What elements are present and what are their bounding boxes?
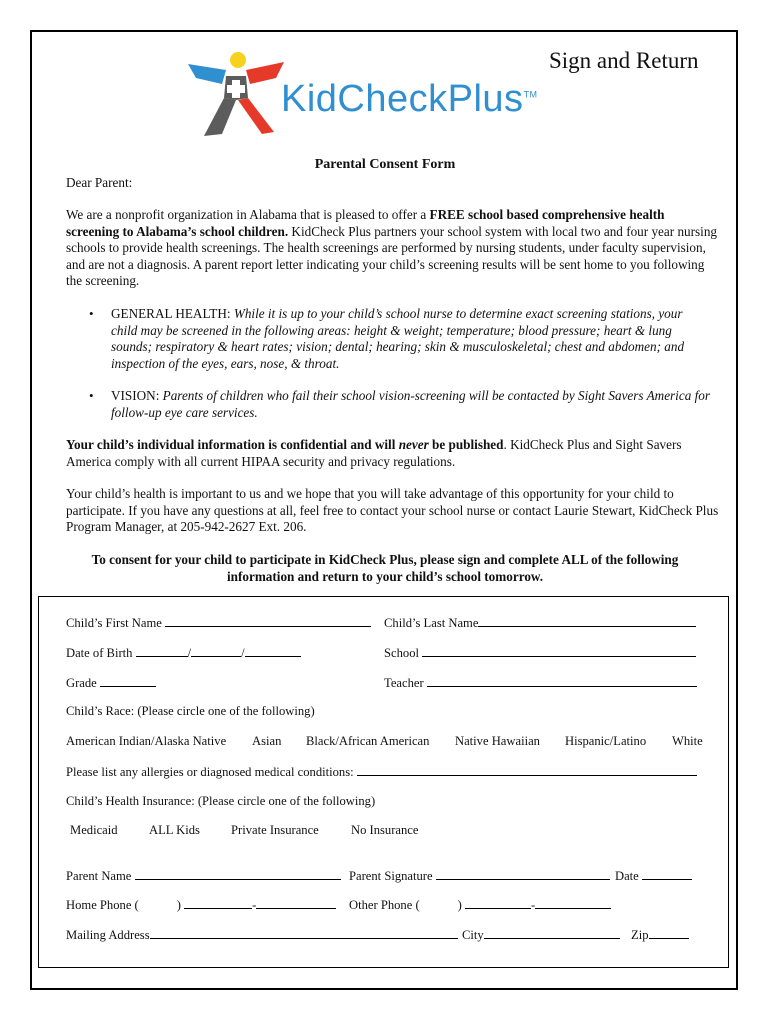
form-title: Parental Consent Form	[314, 157, 456, 172]
school-field[interactable]: School	[384, 645, 696, 661]
consent-instructions: To consent for your child to participate in KidCheck Plus, please sign and complete ALL of the following information and return to your child’s school tomorrow.	[91, 552, 679, 584]
allergies-field[interactable]: Please list any allergies or diagnosed medical conditions:	[66, 764, 697, 780]
greeting: Dear Parent:	[66, 175, 133, 190]
intro-paragraph: We are a nonprofit organization in Alabama that is pleased to offer a FREE school based comprehensive health screening to Alabama’s school children. KidCheck Plus partners your school system with local two and four year nursing schools to provide health screenings. The health screenings are performed by nursing students, under faculty supervision, and are not a diagnosis. A parent report letter indicating your child’s screening results will be sent home to you following the screening.	[66, 207, 718, 288]
zip-field[interactable]: Zip	[631, 927, 689, 943]
race-option[interactable]: White	[672, 734, 703, 748]
mailing-address-field[interactable]: Mailing Address	[66, 927, 458, 943]
insurance-option[interactable]: No Insurance	[351, 823, 419, 837]
race-option[interactable]: American Indian/Alaska Native	[66, 734, 227, 748]
logo-wordmark: KidCheckPlus™	[281, 78, 538, 120]
intro-bold: FREE school based comprehensive health screening to Alabama’s school children.	[66, 207, 665, 239]
insurance-prompt: Child’s Health Insurance: (Please circle one of the following)	[66, 794, 376, 808]
race-option[interactable]: Asian	[252, 734, 282, 748]
bullet-general-health: GENERAL HEALTH: While it is up to your child’s school nurse to determine exact screening stations, your child may be screened in the following areas: height & weight; temperature; blood pressure; heart & lung sounds; respiratory & heart rates; vision; dental; hearing; skin & musculoskeletal; chest and abdomen; and inspection of the eyes, ears, nose, & throat.	[111, 306, 685, 371]
home-phone-field[interactable]: Home Phone ( ) -	[66, 897, 336, 913]
bullet-icon: •	[89, 388, 94, 403]
first-name-field[interactable]: Child’s First Name	[66, 615, 371, 631]
date-field[interactable]: Date	[615, 868, 692, 884]
kidcheck-figure-icon	[186, 48, 286, 140]
insurance-option[interactable]: ALL Kids	[149, 823, 200, 837]
teacher-field[interactable]: Teacher	[384, 675, 697, 691]
date-of-birth-field[interactable]: Date of Birth / /	[66, 645, 301, 661]
race-option[interactable]: Black/African American	[306, 734, 430, 748]
insurance-option[interactable]: Private Insurance	[231, 823, 319, 837]
other-phone-field[interactable]: Other Phone ( ) -	[349, 897, 611, 913]
sign-and-return-label: Sign and Return	[549, 48, 699, 73]
race-option[interactable]: Native Hawaiian	[455, 734, 540, 748]
parent-signature-field[interactable]: Parent Signature	[349, 868, 610, 884]
confidential-paragraph: Your child’s individual information is confidential and will never be published. KidCheck Plus and Sight Savers America comply with all current HIPAA security and privacy regulations.	[66, 437, 682, 469]
race-prompt: Child’s Race: (Please circle one of the following)	[66, 704, 315, 718]
health-paragraph: Your child’s health is important to us and we hope that you will take advantage of this opportunity for your child to participate. If you have any questions at all, feel free to contact your school nurse or contact Laurie Stewart, KidCheck Plus Program Manager, at 205-942-2627 Ext. 206.	[66, 486, 719, 534]
race-option[interactable]: Hispanic/Latino	[565, 734, 647, 748]
bullet-icon: •	[89, 306, 94, 321]
city-field[interactable]: City	[462, 927, 620, 943]
parent-name-field[interactable]: Parent Name	[66, 868, 341, 884]
last-name-field[interactable]: Child’s Last Name	[384, 615, 696, 631]
insurance-option[interactable]: Medicaid	[70, 823, 118, 837]
bullet-vision: VISION: Parents of children who fail their school vision-screening will be contacted by Sight Savers America for follow-up eye care services.	[111, 388, 710, 420]
grade-field[interactable]: Grade	[66, 675, 156, 691]
kidcheckplus-logo	[186, 48, 586, 140]
